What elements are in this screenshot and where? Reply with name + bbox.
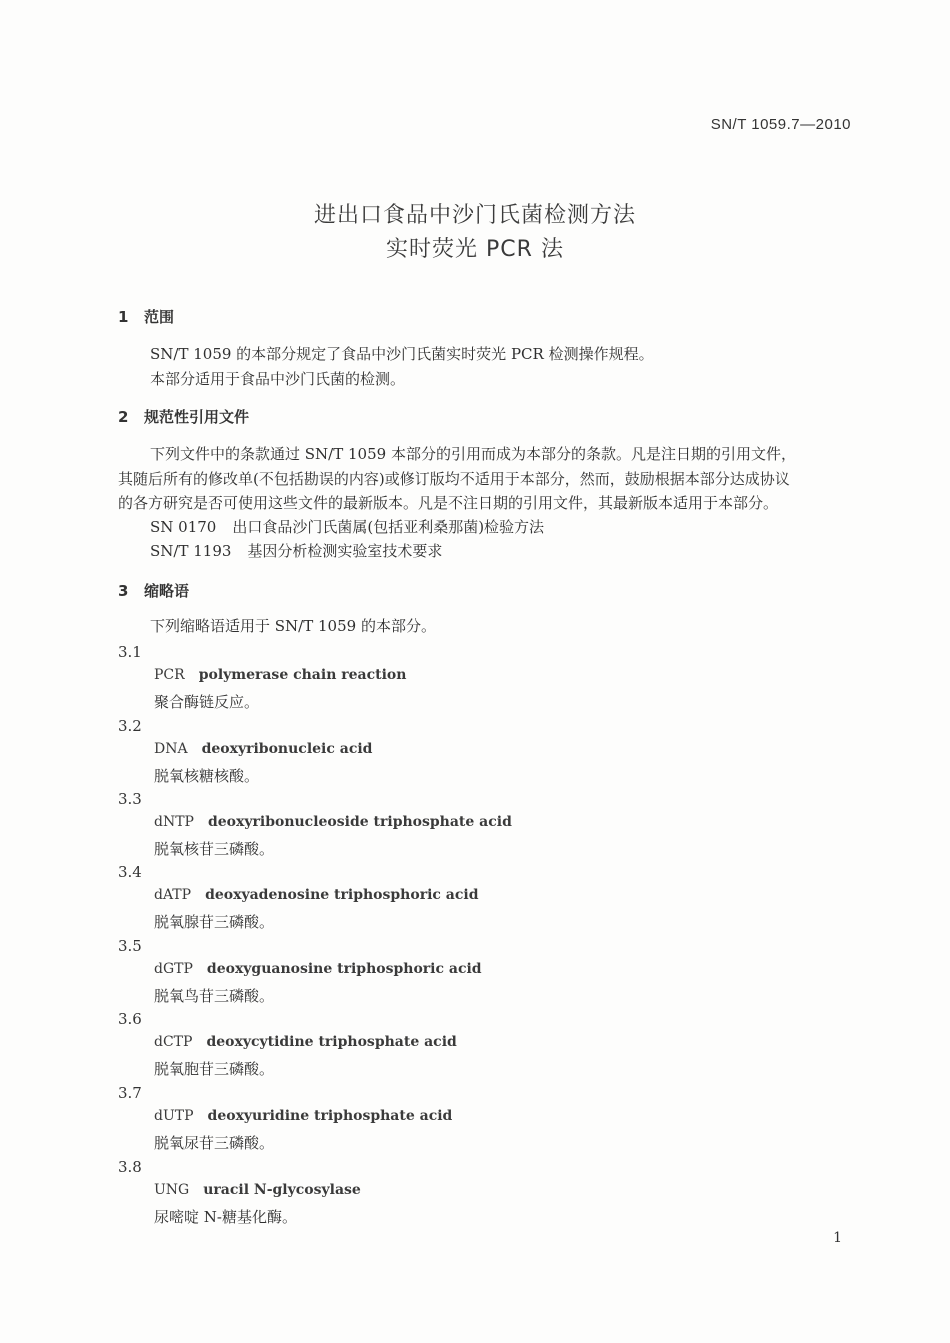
reference-item <box>150 515 544 539</box>
reference-item <box>150 539 442 563</box>
term-full-name: deoxycytidine triphosphate acid <box>206 1034 457 1050</box>
reference-title: 出口食品沙门氏菌属(包括亚利桑那菌)检验方法 <box>232 518 545 536</box>
reference-code: SN/T 1193 <box>150 542 232 560</box>
section-2-line-2: 其随后所有的修改单(不包括勘误的内容)或修订版均不适用于本部分，然而，鼓励根据本部分达成协议 <box>118 470 790 488</box>
term-number: 3.4 <box>118 863 142 881</box>
page-number: 1 <box>833 1230 842 1246</box>
term-number: 3.1 <box>118 643 142 661</box>
term-english <box>154 1108 452 1124</box>
section-2-heading <box>118 406 249 427</box>
reference-code: SN 0170 <box>150 518 217 536</box>
reference-title: 基因分析检测实验室技术要求 <box>247 542 443 560</box>
term-chinese: 尿嘧啶 N-糖基化酶。 <box>154 1208 297 1226</box>
term-number: 3.7 <box>118 1084 142 1102</box>
term-english <box>154 741 372 757</box>
term-full-name: deoxyadenosine triphosphoric acid <box>205 887 479 903</box>
term-abbreviation: dATP <box>154 887 192 903</box>
term-chinese: 脱氧鸟苷三磷酸。 <box>154 987 275 1005</box>
section-number: 2 <box>118 408 129 426</box>
term-abbreviation: DNA <box>154 741 188 757</box>
section-title: 规范性引用文件 <box>144 408 250 426</box>
term-chinese: 聚合酶链反应。 <box>154 693 260 711</box>
term-english <box>154 961 482 977</box>
term-english <box>154 1182 361 1198</box>
term-number: 3.6 <box>118 1010 142 1028</box>
term-abbreviation: UNG <box>154 1182 190 1198</box>
term-number: 3.5 <box>118 937 142 955</box>
section-2-line-3: 的各方研究是否可使用这些文件的最新版本。凡是不注日期的引用文件，其最新版本适用于本部分。 <box>118 494 779 512</box>
term-full-name: deoxyguanosine triphosphoric acid <box>206 961 482 977</box>
term-english <box>154 814 512 830</box>
term-chinese: 脱氧核苷三磷酸。 <box>154 840 275 858</box>
term-abbreviation: dNTP <box>154 814 194 830</box>
term-number: 3.3 <box>118 790 142 808</box>
term-abbreviation: dCTP <box>154 1034 193 1050</box>
section-1-heading <box>118 306 174 327</box>
term-chinese: 脱氧腺苷三磷酸。 <box>154 913 275 931</box>
term-full-name: uracil N-glycosylase <box>203 1182 361 1198</box>
term-chinese: 脱氧尿苷三磷酸。 <box>154 1134 275 1152</box>
term-abbreviation: PCR <box>154 667 185 683</box>
term-english <box>154 887 479 903</box>
section-title: 缩略语 <box>144 582 190 600</box>
term-chinese: 脱氧核糖核酸。 <box>154 767 260 785</box>
section-number: 1 <box>118 308 129 326</box>
section-2-line-1: 下列文件中的条款通过 SN/T 1059 本部分的引用而成为本部分的条款。凡是注日期的引用文件， <box>150 445 796 463</box>
term-full-name: polymerase chain reaction <box>198 667 407 683</box>
term-full-name: deoxyribonucleoside triphosphate acid <box>207 814 512 830</box>
section-3-heading <box>118 580 189 601</box>
document-title: 进出口食品中沙门氏菌检测方法 <box>313 203 636 228</box>
section-title: 范围 <box>144 308 175 326</box>
term-number: 3.8 <box>118 1158 142 1176</box>
term-chinese: 脱氧胞苷三磷酸。 <box>154 1060 275 1078</box>
term-full-name: deoxyuridine triphosphate acid <box>207 1108 453 1124</box>
term-full-name: deoxyribonucleic acid <box>201 741 373 757</box>
term-english <box>154 1034 457 1050</box>
document-subtitle: 实时荧光 PCR 法 <box>386 237 564 262</box>
section-1-paragraph-1: SN/T 1059 的本部分规定了食品中沙门氏菌实时荧光 PCR 检测操作规程。 <box>150 345 654 363</box>
section-number: 3 <box>118 582 129 600</box>
section-3-intro: 下列缩略语适用于 SN/T 1059 的本部分。 <box>150 617 436 635</box>
term-abbreviation: dGTP <box>154 961 193 977</box>
term-abbreviation: dUTP <box>154 1108 194 1124</box>
term-english <box>154 667 406 683</box>
term-number: 3.2 <box>118 717 142 735</box>
standard-code: SN/T 1059.7—2010 <box>710 116 851 133</box>
section-1-paragraph-2: 本部分适用于食品中沙门氏菌的检测。 <box>150 370 406 388</box>
